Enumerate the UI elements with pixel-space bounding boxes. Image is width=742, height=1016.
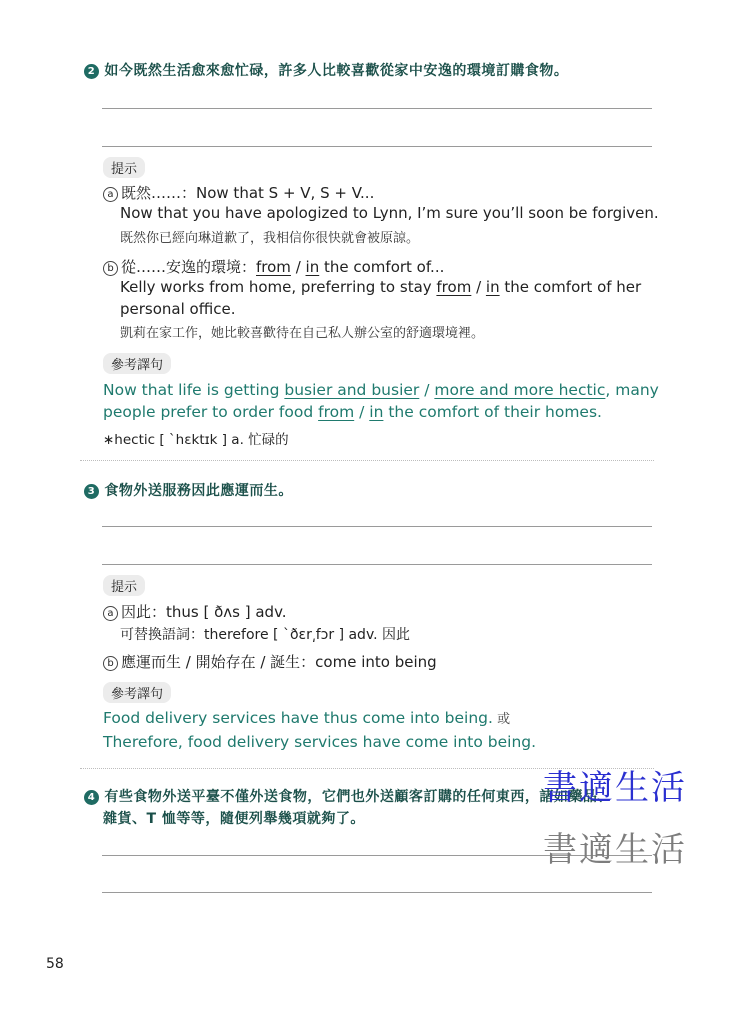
underlined-word: in	[305, 258, 320, 276]
hint-title: 因此：thus [ ðʌs ] adv.	[121, 603, 287, 621]
question-number-badge: 2	[84, 64, 99, 79]
reference-answer	[103, 707, 663, 753]
page-number: 58	[46, 956, 64, 972]
hint-translation: 既然你已經向琳道歉了，我相信你很快就會被原諒。	[120, 231, 420, 246]
hint-a	[103, 182, 374, 203]
slash: /	[471, 278, 486, 296]
underlined-word: in	[485, 278, 500, 296]
answer-line[interactable]	[102, 892, 652, 893]
underlined-word: from	[256, 258, 291, 276]
hint-example-cont: personal office.	[120, 300, 236, 318]
vocab-note: ∗hectic [ ˋhɛktɪk ] a. 忙碌的	[103, 432, 289, 448]
hint-example: Now that you have apologized to Lynn, I’m sure you’ll soon be forgiven.	[120, 204, 659, 222]
reference-answer	[103, 379, 663, 423]
watermark-blue: 書適生活	[543, 768, 687, 808]
answer-text: Food delivery services have thus come into being.	[103, 709, 493, 727]
question-3	[84, 480, 293, 500]
question-text: 食物外送服務因此應運而生。	[104, 483, 293, 499]
hint-title-rest: the comfort of...	[319, 258, 445, 276]
hint-label: 提示	[103, 575, 145, 596]
question-4	[84, 786, 612, 830]
hint-title: 既然……：Now that S + V, S + V...	[121, 184, 375, 202]
hint-marker: a	[103, 606, 118, 621]
section-divider	[80, 460, 654, 461]
reference-label: 參考譯句	[103, 353, 171, 374]
answer-line[interactable]	[102, 526, 652, 527]
answer-line-2: Therefore, food delivery services have come into being.	[103, 733, 537, 751]
question-line-2: 雜貨、T 恤等等，隨便列舉幾項就夠了。	[103, 811, 365, 827]
underlined-phrase: more and more hectic	[434, 381, 606, 399]
example-text: Kelly works from home, preferring to stay	[120, 278, 437, 296]
answer-text: , many	[605, 381, 659, 399]
answer-line[interactable]	[102, 108, 652, 109]
hint-b	[103, 651, 437, 672]
underlined-word: from	[318, 403, 355, 421]
hint-substitute: 可替換語詞：therefore [ ˋðɛr͵fɔr ] adv. 因此	[120, 627, 411, 643]
answer-line-1	[103, 707, 663, 731]
answer-text: Now that life is getting	[103, 381, 285, 399]
answer-line-2	[103, 401, 663, 423]
hint-example	[120, 278, 641, 296]
underlined-word: from	[436, 278, 472, 296]
slash: /	[290, 258, 306, 276]
reference-label: 參考譯句	[103, 682, 171, 703]
question-line-1	[84, 786, 612, 808]
answer-line-1	[103, 379, 663, 401]
hint-marker: b	[103, 261, 118, 276]
hint-title: 從……安逸的環境：	[121, 258, 257, 276]
question-text: 如今既然生活愈來愈忙碌，許多人比較喜歡從家中安逸的環境訂購食物。	[104, 63, 569, 79]
hint-translation: 凱莉在家工作，她比較喜歡待在自己私人辦公室的舒適環境裡。	[120, 326, 485, 341]
question-text: 有些食物外送平臺不僅外送食物，它們也外送顧客訂購的任何東西，諸如藥品、	[104, 789, 612, 805]
question-number-badge: 3	[84, 484, 99, 499]
question-number-badge: 4	[84, 790, 99, 805]
hint-title: 應運而生 / 開始存在 / 誕生：come into being	[121, 653, 437, 671]
answer-line[interactable]	[102, 564, 652, 565]
answer-text: the comfort of their homes.	[383, 403, 602, 421]
question-2	[84, 60, 568, 80]
hint-b	[103, 256, 444, 277]
hint-marker: b	[103, 656, 118, 671]
underlined-word: in	[369, 403, 384, 421]
slash: /	[419, 381, 435, 399]
underlined-phrase: busier and busier	[284, 381, 420, 399]
slash: /	[354, 403, 370, 421]
hint-marker: a	[103, 187, 118, 202]
answer-text: people prefer to order food	[103, 403, 319, 421]
watermark-gray: 書適生活	[543, 830, 687, 870]
hint-a	[103, 601, 287, 622]
answer-line[interactable]	[102, 146, 652, 147]
hint-label: 提示	[103, 157, 145, 178]
or-label: 或	[492, 712, 511, 727]
example-text: the comfort of her	[499, 278, 642, 296]
